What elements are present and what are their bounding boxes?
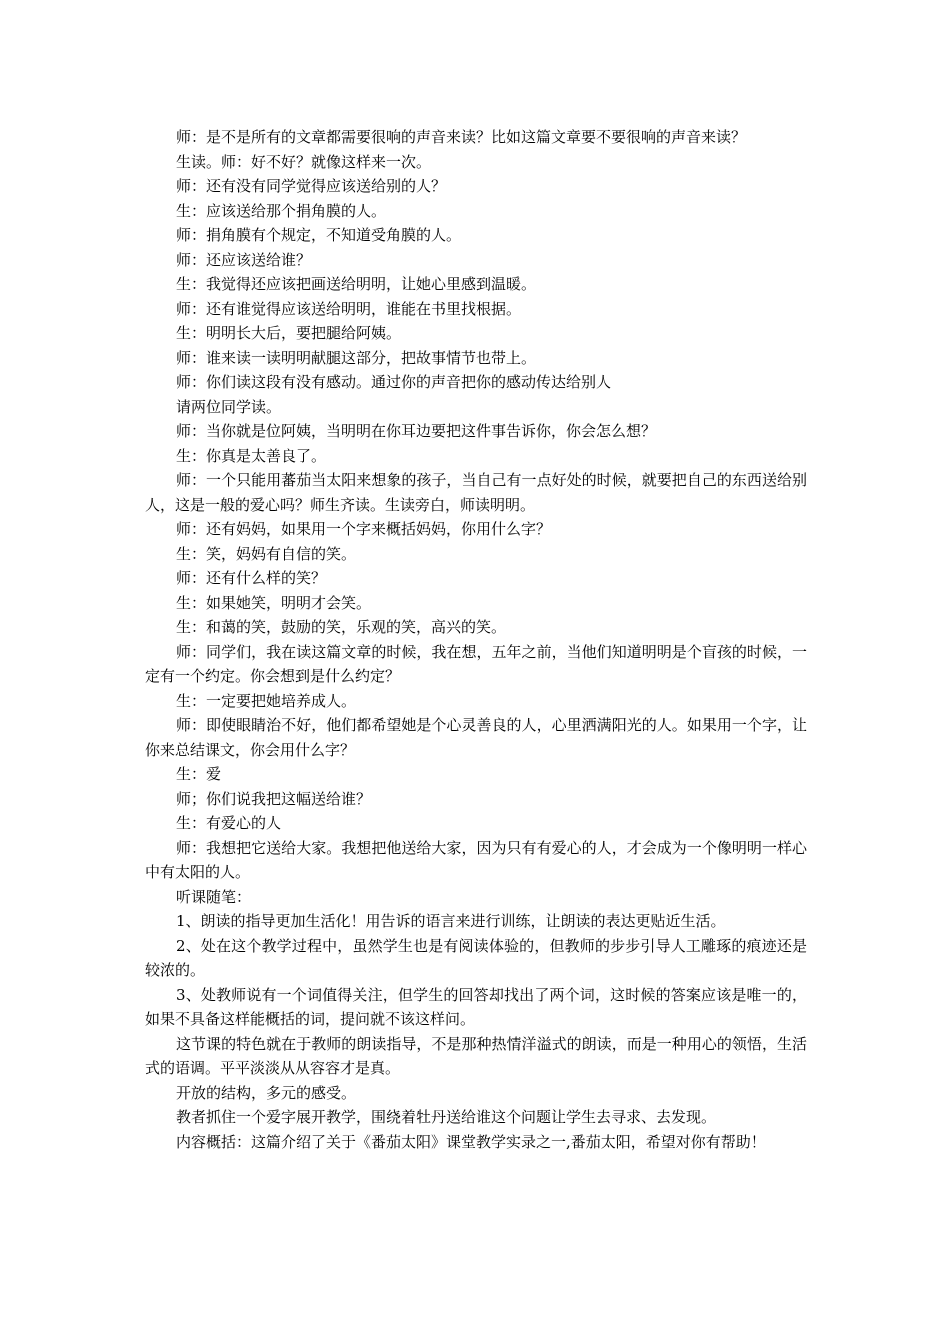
paragraph-teacher-mother-one-word: 师：还有妈妈，如果用一个字来概括妈妈，你用什么字？ <box>176 520 552 538</box>
paragraph-two-students-read: 请两位同学读。 <box>176 397 282 416</box>
paragraph-notes-heading: 听课随笔： <box>176 887 252 906</box>
paragraph-student-so-kind: 生：你真是太善良了。 <box>176 446 327 465</box>
paragraph-student-give-mingming: 生：我觉得还应该把画送给明明，让她心里感到温暖。 <box>176 275 537 293</box>
paragraph-teacher-tomato-sun-child: 师：一个只能用蕃茄当太阳来想象的孩子，当自己有一点好处的时候，就要把自己的东西送给别人，这是一般的爱心吗？师生齐读。生读旁白，师读明明。 <box>145 471 807 514</box>
paragraph-student-reads: 生读。师：好不好？就像这样来一次。 <box>176 152 432 171</box>
paragraph-student-if-she-smiles: 生：如果她笑，明明才会笑。 <box>176 593 372 612</box>
paragraph-student-kinds-of-smile: 生：和蔼的笑，鼓励的笑，乐观的笑，高兴的笑。 <box>176 618 507 636</box>
paragraph-note-3: 3、处教师说有一个词值得关注，但学生的回答却找出了两个词，这时候的答案应该是唯一的，如果不具备这样能概括的词，提问就不该这样问。 <box>145 985 807 1028</box>
paragraph-lesson-feature: 这节课的特色就在于教师的朗读指导，不是那种热情洋溢式的朗读，而是一种用心的领悟，生活式的语调。平平淡淡从从容容才是真。 <box>145 1034 807 1077</box>
paragraph-student-love: 生：爱 <box>176 765 222 783</box>
paragraph-teacher-who-else: 师：还应该送给谁？ <box>176 250 312 269</box>
paragraph-student-raise-her: 生：一定要把她培养成人。 <box>176 691 357 710</box>
paragraph-teacher-cornea-rule: 师：捐角膜有个规定，不知道受角膜的人。 <box>176 226 462 244</box>
paragraph-student-cornea-donor: 生：应该送给那个捐角膜的人。 <box>176 201 387 220</box>
paragraph-student-loving-people: 生：有爱心的人 <box>176 814 282 832</box>
paragraph-teacher-convey-emotion: 师：你们读这段有没有感动。通过你的声音把你的感动传达给别人 <box>176 373 612 391</box>
paragraph-teacher-read-leg-part: 师：谁来读一读明明献腿这部分，把故事情节也带上。 <box>176 348 537 367</box>
paragraph-teacher-question-loud-voice: 师：是不是所有的文章都需要很响的声音来读？比如这篇文章要不要很响的声音来读？ <box>176 128 747 146</box>
paragraph-student-give-leg: 生：明明长大后，要把腿给阿姨。 <box>176 324 402 342</box>
paragraph-teacher-find-evidence: 师：还有谁觉得应该送给明明，谁能在书里找根据。 <box>176 299 522 318</box>
paragraph-teacher-imagine-aunt: 师：当你就是位阿姨，当明明在你耳边要把这件事告诉你，你会怎么想？ <box>176 422 657 440</box>
paragraph-note-2: 2、处在这个教学过程中，虽然学生也是有阅读体验的，但教师的步步引导人工雕琢的痕迹还是较浓的。 <box>145 936 807 979</box>
paragraph-teacher-what-smile: 师：还有什么样的笑？ <box>176 569 327 587</box>
paragraph-student-smile-confident: 生：笑，妈妈有自信的笑。 <box>176 544 357 563</box>
paragraph-open-structure: 开放的结构，多元的感受。 <box>176 1083 357 1102</box>
document-page <box>145 125 807 1154</box>
paragraph-teacher-summarize-word: 师：即使眼睛治不好，他们都希望她是个心灵善良的人，心里洒满阳光的人。如果用一个字，让你来总结课文，你会用什么字？ <box>145 716 807 759</box>
paragraph-teaching-focus: 教者抓住一个爱字展开教学，围绕着牡丹送给谁这个问题让学生去寻求、去发现。 <box>176 1108 717 1126</box>
paragraph-teacher-give-everyone: 师：我想把它送给大家。我想把他送给大家，因为只有有爱心的人，才会成为一个像明明一样心中有太阳的人。 <box>145 838 807 881</box>
paragraph-note-1: 1、朗读的指导更加生活化！用告诉的语言来进行训练，让朗读的表达更贴近生活。 <box>176 912 726 930</box>
paragraph-teacher-give-painting: 师；你们说我把这幅送给谁？ <box>176 789 372 808</box>
paragraph-summary: 内容概括：这篇介绍了关于《番茄太阳》课堂教学实录之一,番茄太阳，希望对你有帮助！ <box>176 1132 766 1151</box>
paragraph-teacher-promise: 师：同学们，我在读这篇文章的时候，我在想，五年之前，当他们知道明明是个盲孩的时候，一定有一个约定。你会想到是什么约定？ <box>145 642 807 685</box>
paragraph-teacher-give-to-others: 师：还有没有同学觉得应该送给别的人？ <box>176 177 447 195</box>
